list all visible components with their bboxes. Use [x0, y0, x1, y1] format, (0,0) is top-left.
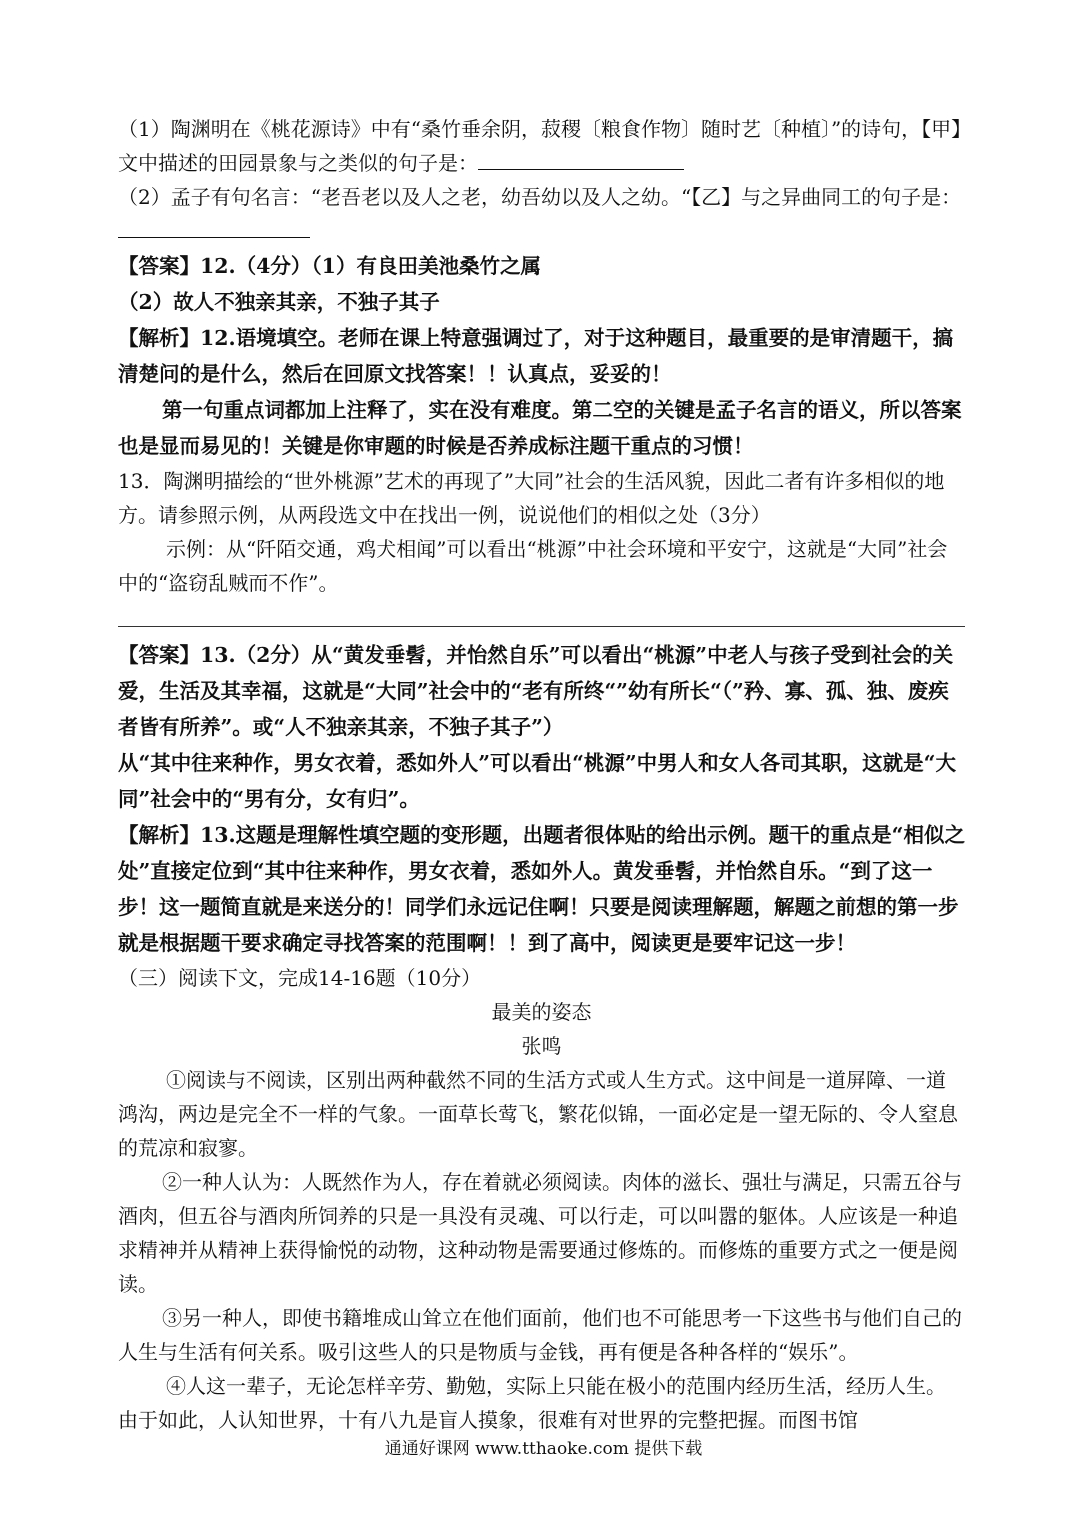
- article-para-3: ③另一种人，即使书籍堆成山耸立在他们面前，他们也不可能思考一下这些书与他们自己的人生与生活有何关系。吸引这些人的只是物质与金钱，再有便是各种各样的“娱乐”。: [118, 1306, 962, 1364]
- article-author: 张鸣: [521, 1034, 562, 1058]
- analysis-12-p2: 第一句重点词都加上注释了，实在没有难度。第二空的关键是孟子名言的语义，所以答案也是显而易见的！关键是你审题的时候是否养成标注题干重点的习惯！: [118, 398, 962, 458]
- answer-blank: [118, 217, 310, 238]
- answer-13-p2: 从“其中往来种作，男女衣着，悉如外人”可以看出“桃源”中男人和女人各司其职，这就是“大同”社会中的“男有分，女有归”。: [118, 751, 956, 811]
- q13-example: 示例：从“阡陌交通，鸡犬相闻”可以看出“桃源”中社会环境和平安宁，这就是“大同”社会中的“盗窃乱贼而不作”。: [118, 537, 948, 595]
- article-para-1: ①阅读与不阅读，区别出两种截然不同的生活方式或人生方式。这中间是一道屏障、一道鸿沟，两边是完全不一样的气象。一面草长莺飞，繁花似锦，一面必定是一望无际的、令人窒息的荒凉和寂寥。: [118, 1068, 958, 1160]
- answer-line: [118, 626, 965, 627]
- article-para-2: ②一种人认为：人既然作为人，存在着就必须阅读。肉体的滋长、强壮与满足，只需五谷与酒肉，但五谷与酒肉所饲养的只是一具没有灵魂、可以行走，可以叫嚣的躯体。人应该是一种追求精神并从精神上获得愉悦的动物，这种动物是需要通过修炼的。而修炼的重要方式之一便是阅读。: [118, 1170, 962, 1296]
- answer-13-p1: 【答案】13.（2分）从“黄发垂髫，并怡然自乐”可以看出“桃源”中老人与孩子受到社会的关爱，生活及其幸福，这就是“大同”社会中的“老有所终“”幼有所长“（”矜、寡、孤、独、废疾者皆有所养”。或“人不独亲其亲，不独子其子”）: [118, 643, 954, 739]
- article-para-4: ④人这一辈子，无论怎样辛劳、勤勉，实际上只能在极小的范围内经历生活，经历人生。由于如此，人认知世界，十有八九是盲人摸象，很难有对世界的完整把握。而图书馆: [118, 1374, 946, 1432]
- q12-part2-text: （2）孟子有句名言：“老吾老以及人之老，幼吾幼以及人之幼。“【乙】与之异曲同工的句子是：: [118, 185, 962, 209]
- q13-stem: 13．陶渊明描绘的“世外桃源”艺术的再现了”大同”社会的生活风貌，因此二者有许多相似的地方。请参照示例，从两段选文中在找出一例，说说他们的相似之处（3分）: [118, 469, 945, 527]
- answer-12-line2: （2）故人不独亲其亲，不独子其子: [118, 290, 440, 314]
- answer-12-line1: 【答案】12.（4分）（1）有良田美池桑竹之属: [118, 254, 541, 278]
- analysis-12-p1: 【解析】12.语境填空。老师在课上特意强调过了，对于这种题目，最重要的是审清题干，搞清楚问的是什么，然后在回原文找答案！！认真点，妥妥的！: [118, 326, 954, 386]
- section3-intro: （三）阅读下文，完成14-16题（10分）: [118, 966, 482, 990]
- q12-part1: [118, 112, 965, 180]
- page-footer: 通通好课网 www.tthaoke.com 提供下载: [384, 1439, 703, 1459]
- analysis-13: 【解析】13.这题是理解性填空题的变形题，出题者很体贴的给出示例。题干的重点是“相似之处”直接定位到“其中往来种作，男女衣着，悉如外人。黄发垂髫，并怡然自乐。“到了这一步！这一题简直就是来送分的！同学们永远记住啊！只要是阅读理解题，解题之前想的第一步就是根据题干要求确定寻找答案的范围啊！！到了高中，阅读更是要牢记这一步！: [118, 823, 965, 955]
- article-title: 最美的姿态: [491, 1000, 592, 1024]
- q12-part2: [118, 180, 965, 248]
- q12-part1-text: （1）陶渊明在《桃花源诗》中有“桑竹垂余阴，菽稷〔粮食作物〕随时艺〔种植〕”的诗句，【甲】文中描述的田园景象与之类似的句子是：: [118, 117, 962, 175]
- answer-blank: [478, 149, 684, 170]
